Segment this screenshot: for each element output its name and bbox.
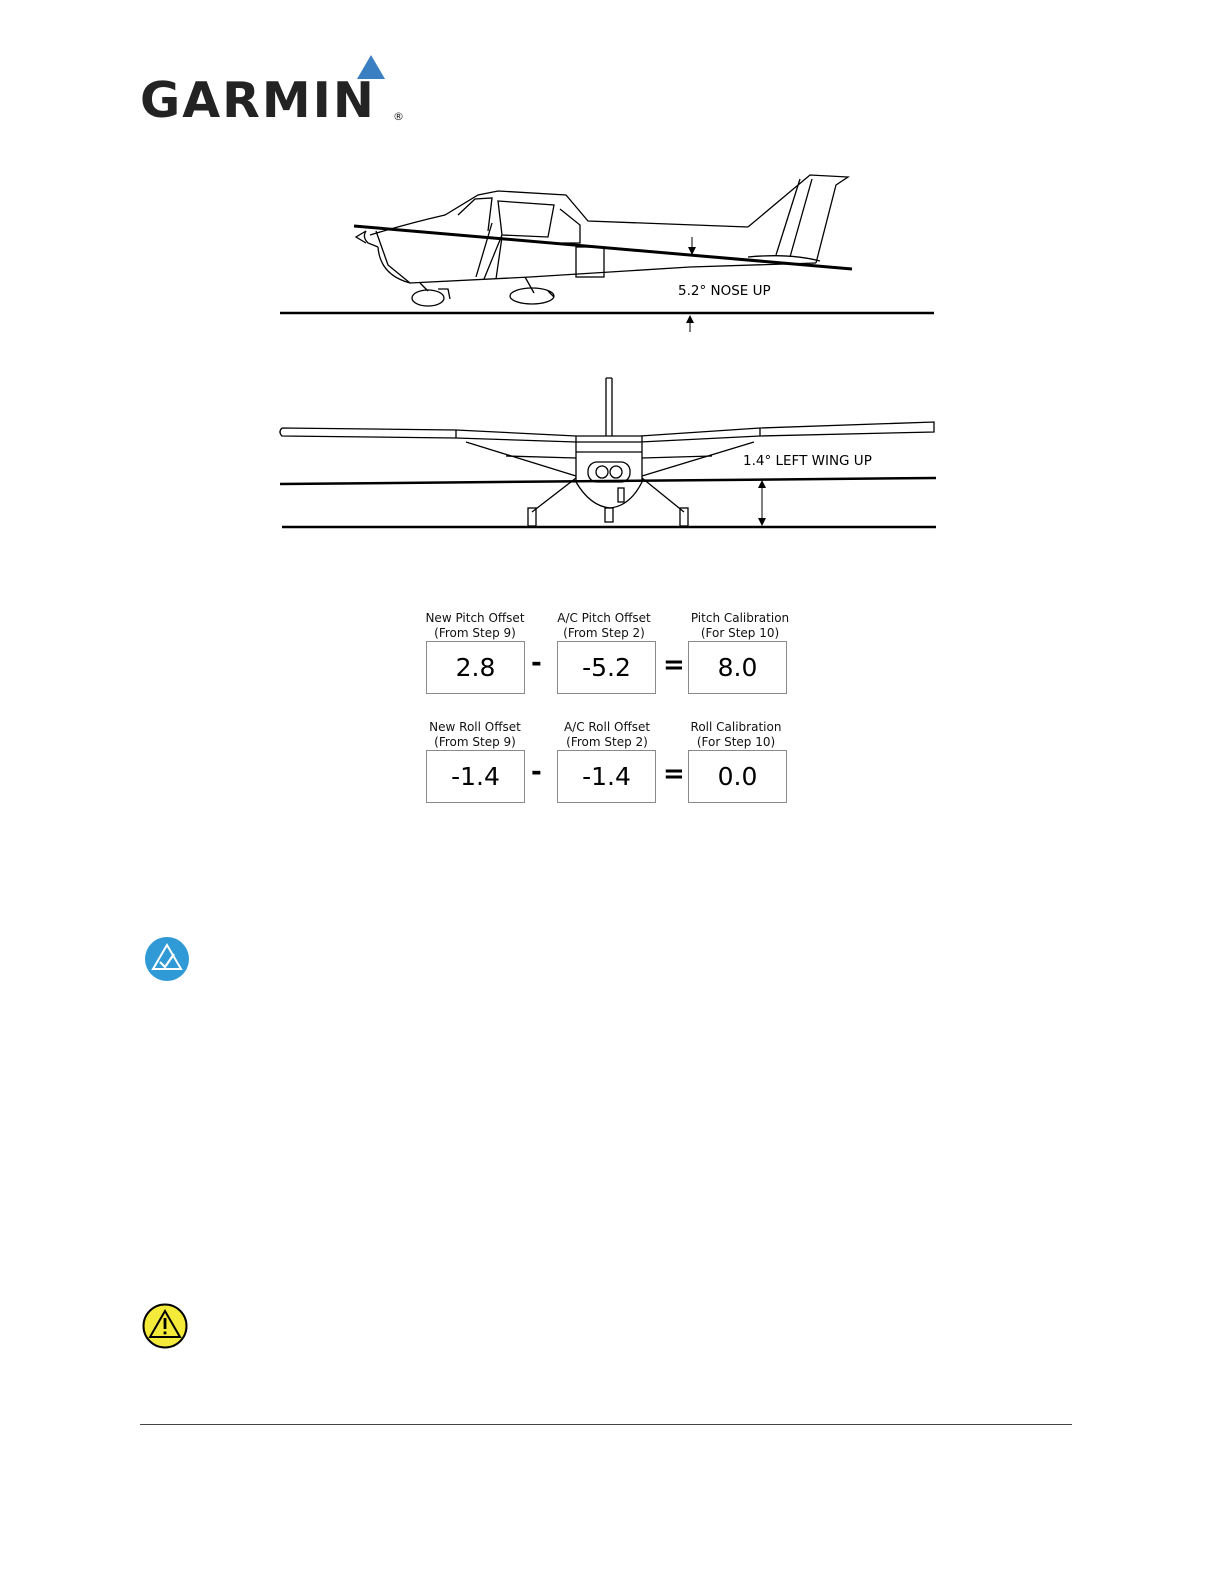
roll-calibration-value: 0.0	[688, 750, 787, 803]
equals-operator: =	[663, 759, 685, 789]
calc-header: Pitch Calibration (For Step 10)	[690, 611, 790, 640]
note-icon	[144, 936, 190, 982]
ac-pitch-offset-value: -5.2	[557, 641, 656, 694]
calc-header: Roll Calibration (For Step 10)	[690, 720, 782, 749]
logo-registered-mark: ®	[393, 110, 404, 123]
pitch-calibration-value: 8.0	[688, 641, 787, 694]
new-roll-offset-value: -1.4	[426, 750, 525, 803]
pitch-angle-label: 5.2° NOSE UP	[678, 283, 771, 299]
calc-header: New Roll Offset (From Step 9)	[429, 720, 521, 749]
calc-header: New Pitch Offset (From Step 9)	[425, 611, 525, 640]
aircraft-front-silhouette	[280, 378, 934, 526]
minus-operator: -	[531, 757, 542, 787]
aircraft-reference-line	[354, 226, 852, 269]
footer-divider	[140, 1424, 1072, 1425]
calc-header: A/C Pitch Offset (From Step 2)	[557, 611, 651, 640]
wing-reference-line	[280, 478, 936, 484]
minus-operator: -	[531, 648, 542, 678]
aircraft-side-silhouette	[356, 175, 848, 306]
calc-header: A/C Roll Offset (From Step 2)	[563, 720, 651, 749]
garmin-logo	[140, 48, 410, 130]
logo-wordmark: GARMIN	[140, 72, 376, 129]
caution-icon	[142, 1303, 188, 1349]
ac-roll-offset-value: -1.4	[557, 750, 656, 803]
equals-operator: =	[663, 650, 685, 680]
aircraft-side-view-diagram	[270, 165, 950, 340]
new-pitch-offset-value: 2.8	[426, 641, 525, 694]
roll-angle-label: 1.4° LEFT WING UP	[743, 453, 872, 469]
